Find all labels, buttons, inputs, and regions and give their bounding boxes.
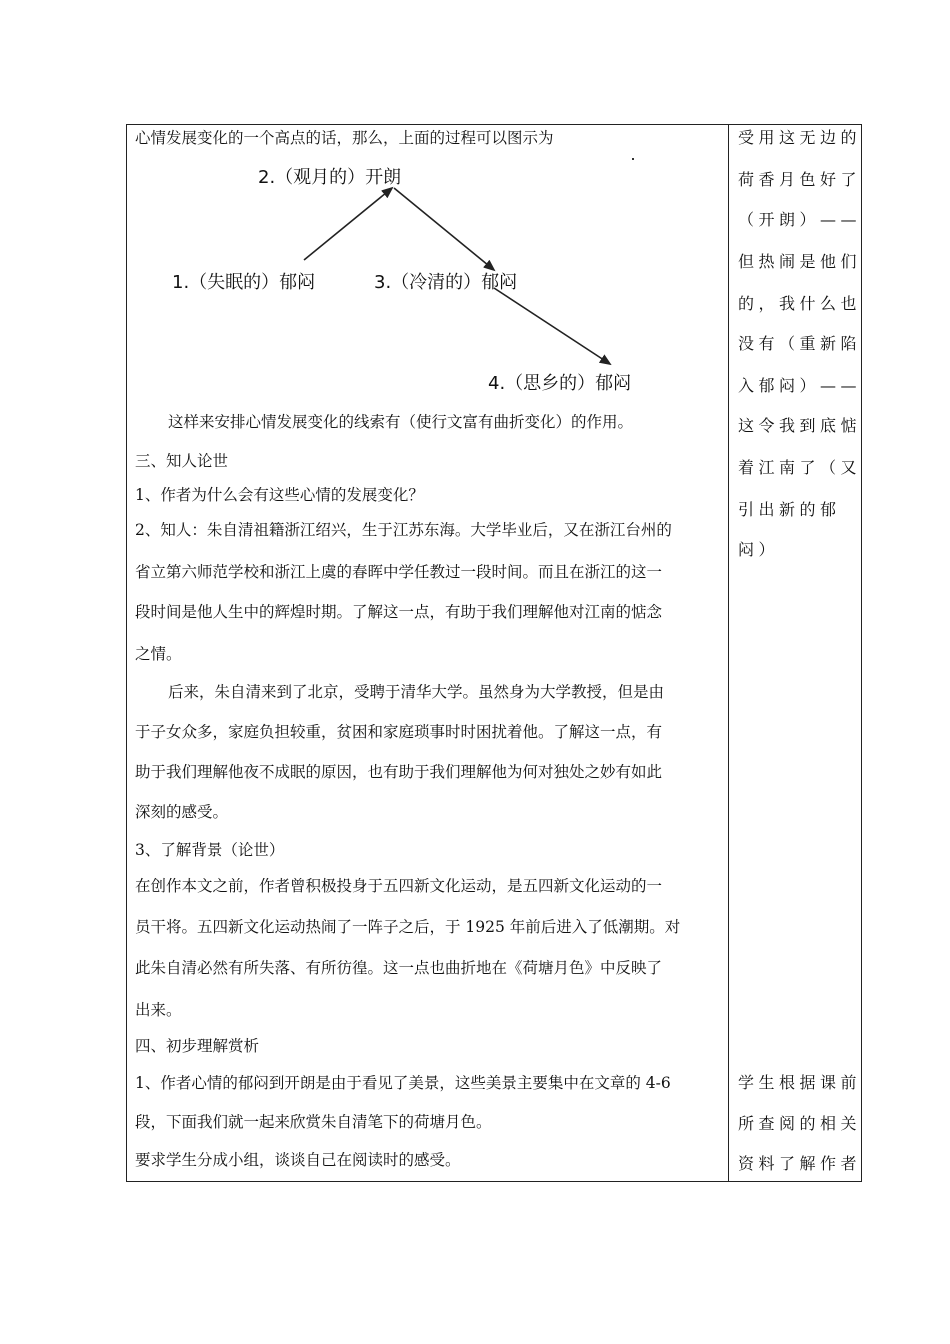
- side-note-line: 但热闹是他们: [738, 252, 862, 271]
- side-note-line: 入郁闷）——: [738, 376, 862, 395]
- side-note-line: （开朗）——: [738, 210, 862, 229]
- side-note-line: 资料了解作者: [738, 1154, 862, 1173]
- paragraph-line: 段时间是他人生中的辉煌时期。了解这一点，有助于我们理解他对江南的惦念: [135, 603, 663, 621]
- section-heading: 三、知人论世: [135, 452, 229, 470]
- paragraph-line: 出来。: [135, 1001, 182, 1019]
- diagram-node-3: 3.（冷清的）郁闷: [374, 272, 518, 293]
- paragraph-line: 深刻的感受。: [135, 803, 229, 821]
- paragraph-line: 后来，朱自清来到了北京，受聘于清华大学。虽然身为大学教授，但是由: [168, 683, 665, 701]
- side-note-line: 所查阅的相关: [738, 1114, 862, 1133]
- side-note-line: 着江南了（又: [738, 458, 862, 477]
- column-divider: [728, 124, 729, 1182]
- paragraph-line: 员干将。五四新文化运动热闹了一阵子之后，于 1925 年前后进入了低潮期。对: [135, 918, 681, 936]
- side-note-line: 的，我什么也: [738, 294, 862, 313]
- paragraph-line: 2、知人：朱自清祖籍浙江绍兴，生于江苏东海。大学毕业后，又在浙江台州的: [135, 521, 672, 539]
- paragraph-line: 于子女众多，家庭负担较重，贫困和家庭琐事时时困扰着他。了解这一点，有: [135, 723, 663, 741]
- diagram-node-2: 2.（观月的）开朗: [258, 167, 402, 188]
- paragraph-line: 省立第六师范学校和浙江上虞的春晖中学任教过一段时间。而且在浙江的这一: [135, 563, 663, 581]
- side-note-line: 闷）: [738, 540, 780, 559]
- paragraph-line: 要求学生分成小组，谈谈自己在阅读时的感受。: [135, 1151, 461, 1169]
- paragraph-line: 在创作本文之前，作者曾积极投身于五四新文化运动，是五四新文化运动的一: [135, 877, 663, 895]
- paragraph-line: 心情发展变化的一个高点的话，那么，上面的过程可以图示为: [135, 129, 554, 147]
- diagram-node-1: 1.（失眠的）郁闷: [172, 272, 316, 293]
- paragraph-line: 此朱自清必然有所失落、有所彷徨。这一点也曲折地在《荷塘月色》中反映了: [135, 959, 663, 977]
- arrow-1-to-2: [304, 188, 392, 260]
- paragraph-line: 这样来安排心情发展变化的线索有（使行文富有曲折变化）的作用。: [168, 413, 634, 431]
- side-note-line: 引出新的郁: [738, 500, 841, 519]
- paragraph-line: 1、作者心情的郁闷到开朗是由于看见了美景，这些美景主要集中在文章的 4-6: [135, 1074, 671, 1092]
- paragraph-line: 之情。: [135, 645, 182, 663]
- arrow-2-to-3: [394, 188, 494, 270]
- side-note-line: 荷香月色好了: [738, 170, 862, 189]
- arrow-3-to-4: [494, 288, 610, 364]
- diagram-node-4: 4.（思乡的）郁闷: [488, 373, 632, 394]
- side-note-line: 没有（重新陷: [738, 334, 862, 353]
- paragraph-line: 段，下面我们就一起来欣赏朱自清笔下的荷塘月色。: [135, 1113, 492, 1131]
- side-note-line: 学生根据课前: [738, 1073, 862, 1092]
- paragraph-line: 1、作者为什么会有这些心情的发展变化？: [135, 486, 424, 504]
- section-heading: 3、了解背景（论世）: [135, 841, 285, 859]
- side-note-line: 受用这无边的: [738, 128, 862, 147]
- section-heading: 四、初步理解赏析: [135, 1037, 260, 1055]
- side-note-line: 这令我到底惦: [738, 416, 862, 435]
- paragraph-line: 助于我们理解他夜不成眠的原因，也有助于我们理解他为何对独处之妙有如此: [135, 763, 663, 781]
